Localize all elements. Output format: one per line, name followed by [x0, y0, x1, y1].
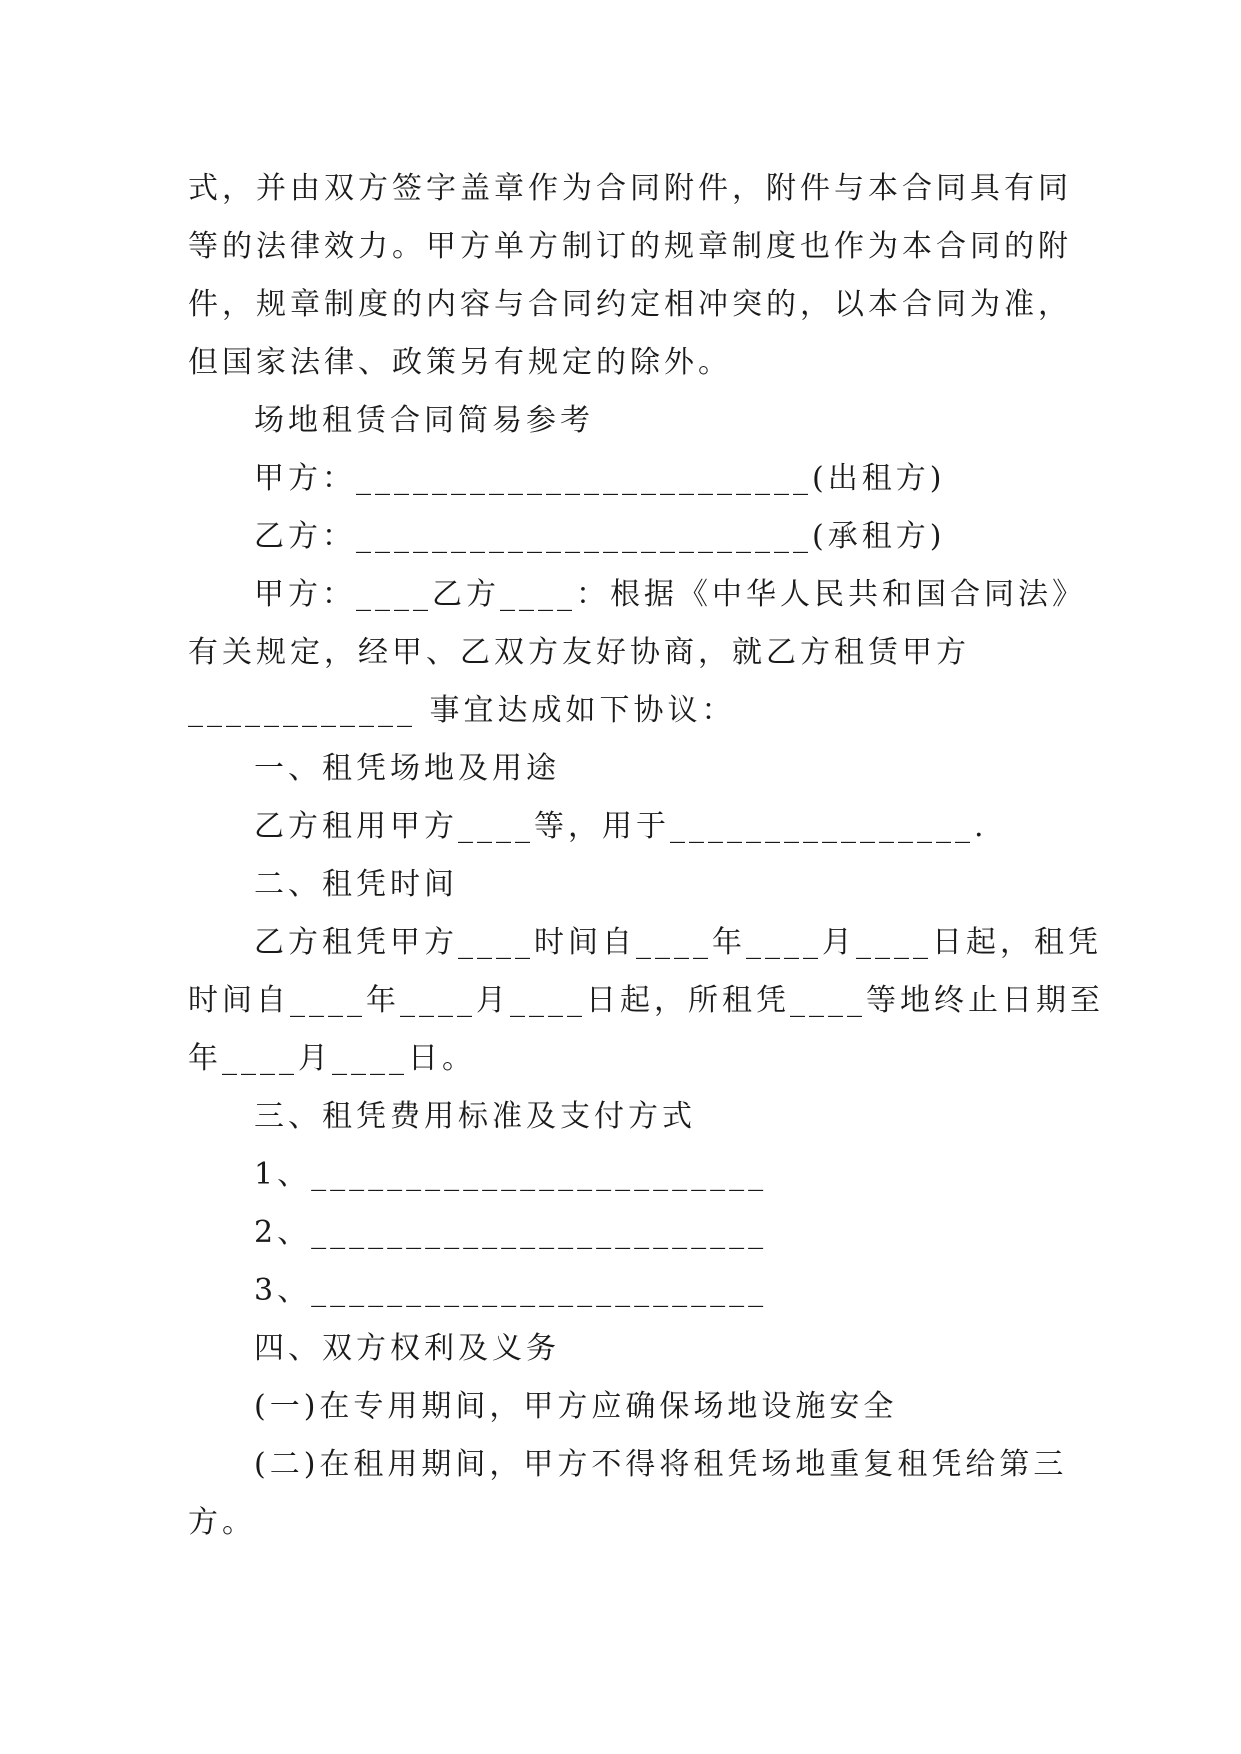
section-heading: 四、双方权利及义务: [254, 1331, 560, 1366]
party-a-line: 甲方：________________________(出租方): [254, 461, 946, 496]
section-heading: 一、租凭场地及用途: [254, 751, 560, 786]
list-item: 1、________________________: [254, 1157, 768, 1192]
list-item: 2、________________________: [254, 1215, 768, 1250]
paragraph-line: (二)在租用期间，甲方不得将租凭场地重复租凭给第三: [254, 1447, 1068, 1482]
paragraph-line: 但国家法律、政策另有规定的除外。: [188, 345, 732, 380]
paragraph-line: 甲方：____乙方____：根据《中华人民共和国合同法》: [254, 577, 1086, 612]
paragraph-line: 乙方租凭甲方____时间自____年____月____日起，租凭: [254, 925, 1102, 960]
paragraph-line: 等的法律效力。甲方单方制订的规章制度也作为本合同的附: [188, 229, 1072, 264]
party-b-line: 乙方：________________________(承租方): [254, 519, 946, 554]
paragraph-line: 式，并由双方签字盖章作为合同附件，附件与本合同具有同: [188, 171, 1072, 206]
paragraph-line: 有关规定，经甲、乙双方友好协商，就乙方租赁甲方: [188, 635, 970, 670]
paragraph-line: 件，规章制度的内容与合同约定相冲突的，以本合同为准，: [188, 287, 1072, 322]
paragraph-line: 方。: [188, 1505, 256, 1540]
paragraph-line: 乙方租用甲方____等，用于________________.: [254, 809, 988, 844]
paragraph-line: (一)在专用期间，甲方应确保场地设施安全: [254, 1389, 898, 1424]
paragraph-line: 年____月____日。: [188, 1041, 476, 1076]
document-title: 场地租赁合同简易参考: [254, 403, 594, 438]
section-heading: 三、租凭费用标准及支付方式: [254, 1099, 696, 1134]
section-heading: 二、租凭时间: [254, 867, 458, 902]
paragraph-line: ____________ 事宜达成如下协议：: [188, 693, 736, 728]
paragraph-line: 时间自____年____月____日起，所租凭____等地终止日期至: [188, 983, 1104, 1018]
document-page: [188, 160, 1104, 1552]
list-item: 3、________________________: [254, 1273, 768, 1308]
